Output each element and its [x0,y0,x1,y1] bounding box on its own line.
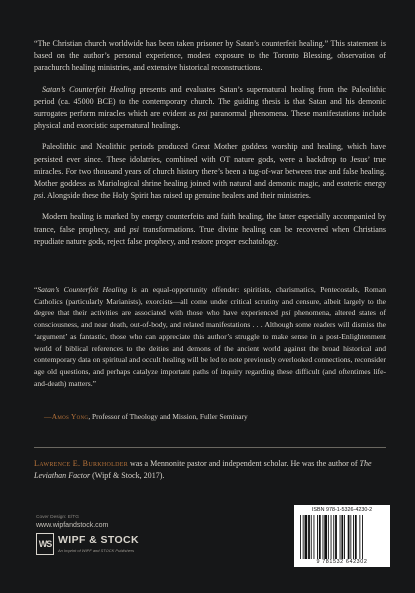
endorser-affiliation: , Professor of Theology and Mission, Fuller Seminary [88,412,248,421]
barcode-bars [300,515,384,559]
barcode-bar [333,515,334,559]
endorser-name: Amos Yong [51,412,89,421]
summary-text: . Alongside these the Holy Spirit has raised up genuine healers and their ministries. [43,191,311,201]
summary-paragraph-4 [34,211,386,248]
barcode-bar [362,515,363,559]
barcode-bar [308,515,310,559]
summary-text: Modern healing is marked by energy counterfeits and faith healing, the latter especially accompanied by trance, false prophecy, and [34,212,386,234]
barcode-bar [348,515,350,559]
barcode-bar [324,515,327,559]
publisher-logo-mark: WS [36,533,54,555]
barcode-bar [319,515,321,559]
section-divider [34,447,386,448]
endorsement-quote [34,284,386,389]
barcode-bar [328,515,329,559]
publisher-logo [36,533,186,561]
endorsement-text: is an equal-opportunity offender: spiritists, charismatics, Pentecostals, Roman Catholics (particularly Marianists), exorcists—all come under critical scrutiny and censure, albeit largely to the degree that their activities are associated with those who have experienced [34,285,387,318]
publisher-tagline: An Imprint of WIPF and STOCK Publishers [58,548,135,553]
attribution-dash: — [44,412,52,421]
author-bio [34,458,386,482]
summary-text: Paleolithic and Neolithic periods produced Great Mother goddess worship and healing, which have persisted ever since. These idolatries, combined with OT nature gods, were a backdrop to Jesus’ true miracles. For two thousand years of church history there’s been a tug-of-war between true and false healing. Mother goddess as Mariological shrine healing joined with natural and demonic magic, and esoteric energy [34,142,386,189]
barcode-bar [350,515,351,559]
summary-text: paranormal phenomena. These manifestations include physical and exorcistic supernatural healings. [34,109,387,131]
isbn-barcode [294,505,390,567]
barcode-bar [340,515,341,559]
barcode-bar [355,515,357,559]
book-title-italic: Satan’s Counterfeit Healing [42,84,136,94]
summary-text: transformations. True divine healing can be recovered when Christians repudiate nature gods, reject false prophecy, and restore proper eschatology. [34,224,386,246]
barcode-bar [335,515,337,559]
barcode-bar [303,515,304,559]
barcode-bar [359,515,360,559]
endorsement-paragraph [34,284,386,389]
psi-term: psi [281,308,291,318]
psi-term: psi [129,224,140,234]
summary-text: “The Christian church worldwide has been taken prisoner by Satan’s counterfeit healing.” This statement is based on the author’s personal experience, modest exposure to the Toronto Blessing, observation of parachurch healing ministries, and extensive historical reconstructions. [34,39,386,73]
psi-term: psi [198,109,208,119]
barcode-bar [305,515,308,559]
author-name: Lawrence E. Burkholder [34,459,129,468]
summary-text: presents and evaluates Satan’s supernatural healing from the Paleolithic period (ca. 45000 BCE) to the contemporary church. The guiding thesis is that Satan and his demonic surrogates perform miracles which are evident as [34,84,386,119]
barcode-bar [317,515,318,559]
barcode-bar [341,515,343,559]
book-title-italic: Satan’s Counterfeit Healing [37,285,128,294]
endorsement-attribution [44,412,384,422]
publisher-name: WIPF & STOCK [58,534,140,546]
barcode-bar [331,515,332,559]
barcode-bar [314,515,315,559]
barcode-bar [353,515,354,559]
author-bio-text: (Wipf & Stock, 2017). [90,471,165,481]
barcode-bar [344,515,345,559]
isbn-number: ISBN 978-1-5326-4230-2 [311,507,373,513]
prior-book-title: The Leviathan Factor [34,459,372,481]
psi-term: psi [34,191,44,201]
barcode-bar [311,515,312,559]
open-quote: “ [34,285,38,294]
endorsement-text: phenomena, altered states of consciousness, and near death, out-of-body, and related manifestations . . . Although some readers will dismiss the ‘argument’ as fantastic, those who can appreciate this author’s struggle to make sense in a post-Enlightenment world of biblical references to the deities and demons of the ancient world against the broad historical and contemporary data on spiritual and occult healing will be led to note previously overlooked connections, reconsider age old questions, and perhaps catalyze important paths of inquiry regarding these difficult (and oftentimes life-and-death) matters.” [34,308,386,388]
barcode-digits: 9 781532 642302 [316,559,368,565]
summary-paragraph-3 [34,141,386,202]
summary-paragraph-1 [34,38,386,75]
summary-paragraph-2 [34,84,386,133]
cover-summary [34,38,386,257]
barcode-bar [323,515,324,559]
author-bio-text: was a Mennonite pastor and independent scholar. He was the author of [128,459,360,468]
publisher-url: www.wipfandstock.com [36,522,109,529]
barcode-bar [300,515,301,559]
cover-design-credit: Cover Design: E/TG [36,515,79,520]
